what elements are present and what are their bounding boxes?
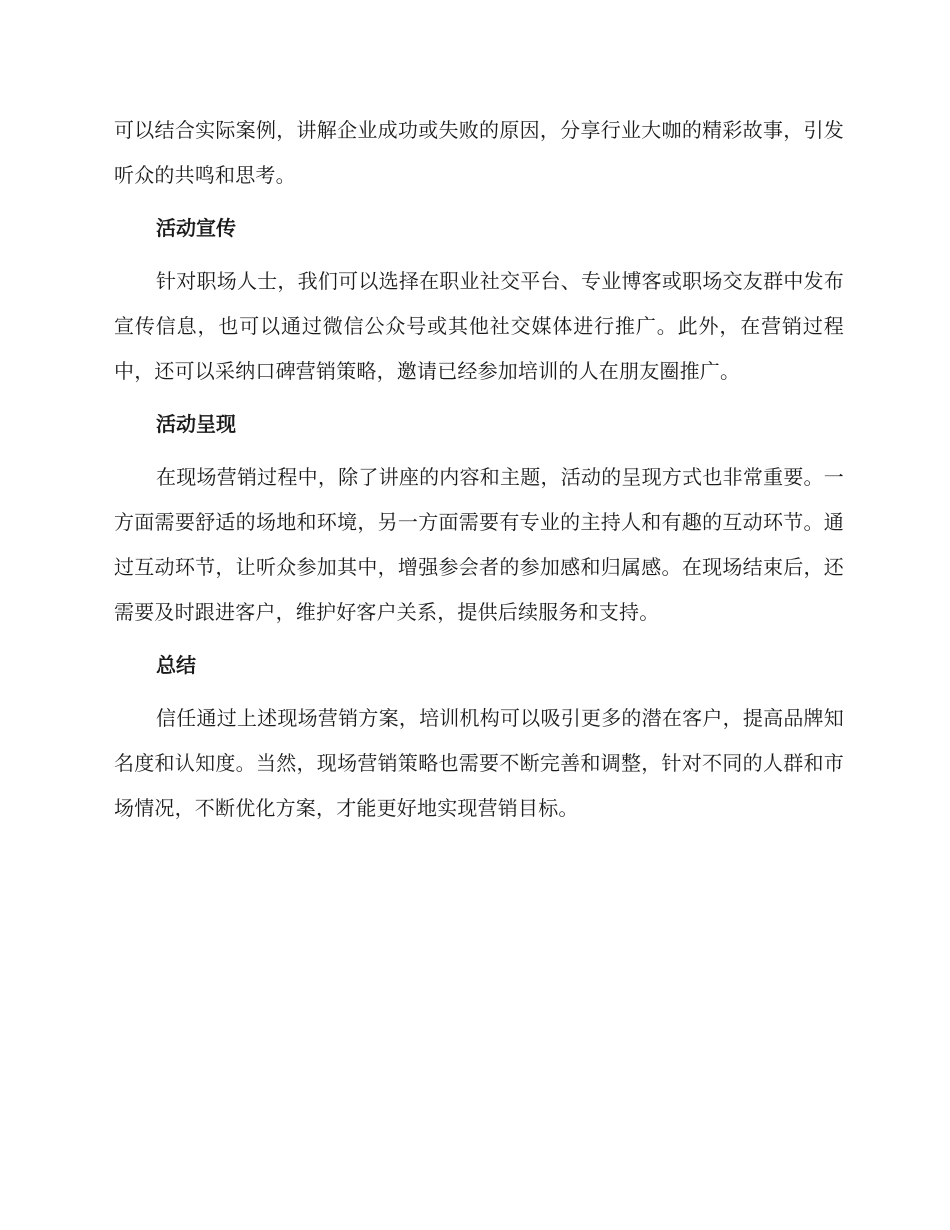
- section-heading-presentation: 活动呈现: [156, 412, 236, 436]
- section-heading-promotion: 活动宣传: [156, 216, 236, 240]
- intro-paragraph: 可以结合实际案例，讲解企业成功或失败的原因，分享行业大咖的精彩故事，引发听众的共鸣和思考。: [114, 118, 844, 187]
- section-body-presentation: 在现场营销过程中，除了讲座的内容和主题，活动的呈现方式也非常重要。一方面需要舒适的场地和环境，另一方面需要有专业的主持人和有趣的互动环节。通过互动环节，让听众参加其中，增强参会者的参加感和归属感。在现场结束后，还需要及时跟进客户，维护好客户关系，提供后续服务和支持。: [114, 465, 844, 624]
- section-body-promotion: 针对职场人士，我们可以选择在职业社交平台、专业博客或职场交友群中发布宣传信息，也可以通过微信公众号或其他社交媒体进行推广。此外，在营销过程中，还可以采纳口碑营销策略，邀请已经参加培训的人在朋友圈推广。: [114, 269, 844, 383]
- document-page: [114, 108, 844, 831]
- section-heading-summary: 总结: [156, 653, 196, 677]
- section-body-summary: 信任通过上述现场营销方案，培训机构可以吸引更多的潜在客户，提高品牌知名度和认知度。当然，现场营销策略也需要不断完善和调整，针对不同的人群和市场情况，不断优化方案，才能更好地实现营销目标。: [114, 706, 844, 820]
